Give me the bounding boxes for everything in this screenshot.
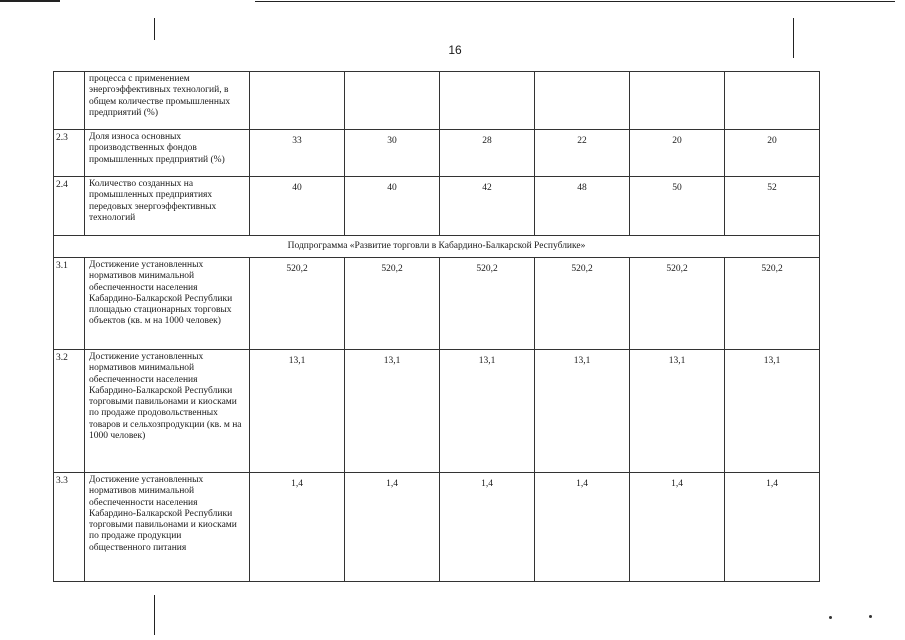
value-cell	[440, 72, 535, 130]
value-cell: 48	[535, 177, 630, 236]
row-number: 2.4	[54, 177, 85, 236]
table-row	[54, 350, 820, 473]
indicator-table	[53, 71, 820, 582]
row-number	[54, 72, 85, 130]
scan-artifact-dot	[869, 615, 872, 618]
table-row	[54, 258, 820, 350]
value-cell	[250, 72, 345, 130]
value-cell: 13,1	[630, 350, 725, 473]
value-cell: 28	[440, 130, 535, 177]
value-cell	[630, 72, 725, 130]
value-cell: 1,4	[725, 473, 820, 582]
table-row	[54, 130, 820, 177]
value-cell: 20	[725, 130, 820, 177]
subprogram-title: Подпрограмма «Развитие торговли в Кабардино-Балкарской Республике»	[54, 236, 820, 258]
scan-artifact-top-left	[0, 0, 60, 2]
value-cell: 520,2	[250, 258, 345, 350]
value-cell: 13,1	[535, 350, 630, 473]
value-cell: 20	[630, 130, 725, 177]
page-number: 16	[448, 43, 462, 57]
row-description: Достижение установленных нормативов минимальной обеспеченности населения Кабардино-Балкарской Республики площадью стационарных торговых объектов (кв. м на 1000 человек)	[85, 258, 250, 350]
value-cell: 520,2	[630, 258, 725, 350]
value-cell: 520,2	[345, 258, 440, 350]
value-cell	[345, 72, 440, 130]
value-cell: 40	[345, 177, 440, 236]
row-number: 3.1	[54, 258, 85, 350]
value-cell: 520,2	[440, 258, 535, 350]
row-number: 3.3	[54, 473, 85, 582]
value-cell: 13,1	[250, 350, 345, 473]
row-description: Доля износа основных производственных фондов промышленных предприятий (%)	[85, 130, 250, 177]
value-cell: 1,4	[345, 473, 440, 582]
value-cell	[725, 72, 820, 130]
value-cell: 1,4	[440, 473, 535, 582]
value-cell: 52	[725, 177, 820, 236]
row-number: 3.2	[54, 350, 85, 473]
row-description: Достижение установленных нормативов минимальной обеспеченности населения Кабардино-Балкарской Республики торговыми павильонами и киосками по продаже продовольственных товаров и сельхозпродукции (кв. м на 1000 человек)	[85, 350, 250, 473]
value-cell: 22	[535, 130, 630, 177]
scan-artifact-top-right	[255, 1, 895, 2]
value-cell: 50	[630, 177, 725, 236]
table-row	[54, 473, 820, 582]
value-cell: 520,2	[535, 258, 630, 350]
value-cell: 42	[440, 177, 535, 236]
value-cell: 520,2	[725, 258, 820, 350]
scan-artifact-margin-left	[154, 18, 155, 40]
value-cell: 30	[345, 130, 440, 177]
value-cell: 1,4	[250, 473, 345, 582]
value-cell: 13,1	[345, 350, 440, 473]
value-cell: 1,4	[630, 473, 725, 582]
subprogram-row	[54, 236, 820, 258]
row-description: Достижение установленных нормативов минимальной обеспеченности населения Кабардино-Балкарской Республики торговыми павильонами и киосками по продаже продукции общественного питания	[85, 473, 250, 582]
scan-artifact-margin-right	[793, 18, 794, 58]
scan-artifact-dot	[829, 616, 832, 619]
row-number: 2.3	[54, 130, 85, 177]
table-row	[54, 177, 820, 236]
row-description: процесса с применением энергоэффективных технологий, в общем количестве промышленных предприятий (%)	[85, 72, 250, 130]
row-description: Количество созданных на промышленных предприятиях передовых энергоэффективных технологий	[85, 177, 250, 236]
value-cell: 1,4	[535, 473, 630, 582]
table-row	[54, 72, 820, 130]
scan-artifact-margin-bottom	[154, 595, 155, 635]
value-cell	[535, 72, 630, 130]
value-cell: 40	[250, 177, 345, 236]
value-cell: 13,1	[440, 350, 535, 473]
value-cell: 33	[250, 130, 345, 177]
value-cell: 13,1	[725, 350, 820, 473]
